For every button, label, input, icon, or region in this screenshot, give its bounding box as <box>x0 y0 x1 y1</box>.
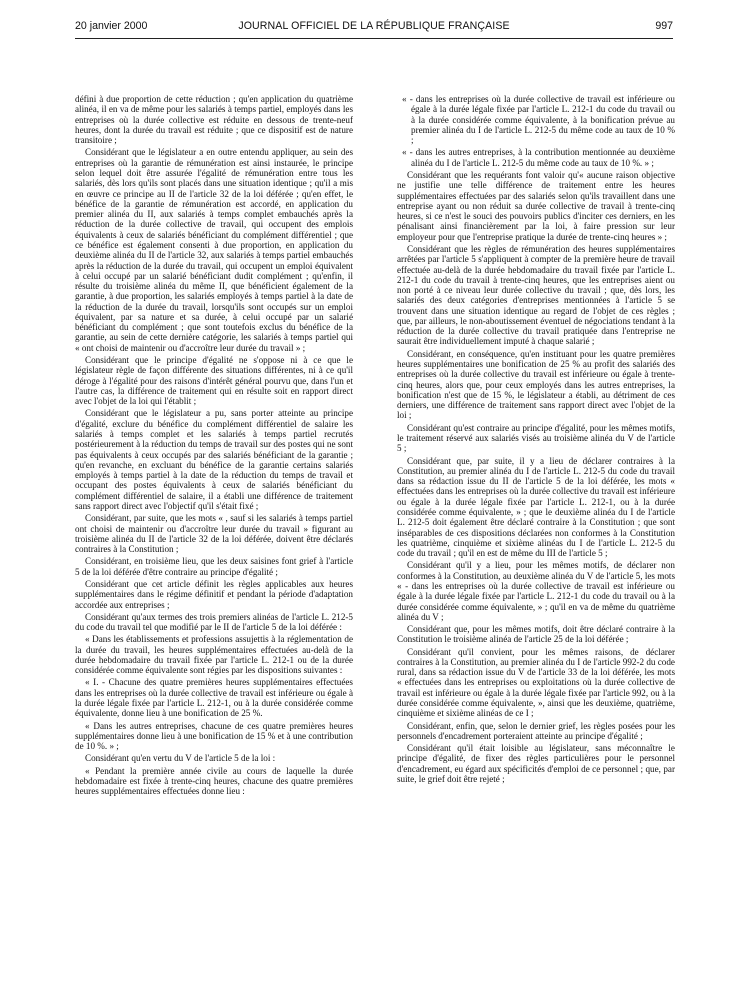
paragraph: Considérant qu'en vertu du V de l'article 5 de la loi : <box>85 753 276 764</box>
quoted-paragraph: « - dans les autres entreprises, à la contribution mentionnée au deuxième alinéa du I de l'article L. 212-5 du même code au taux de 10 %. » ; <box>402 147 675 168</box>
paragraph: Considérant, en troisième lieu, que les deux saisines font grief à l'article 5 de la loi déférée d'être contraire au principe d'égalité ; <box>75 556 353 577</box>
right-column <box>397 94 675 978</box>
left-column <box>75 94 353 978</box>
quoted-paragraph: « - dans les entreprises où la durée collective de travail est inférieure ou égale à la durée légale fixée par l'article L. 212-1 du code du travail ou à la durée considérée comme équivalente, à la bonification prévue au premier alinéa du I de l'article L. 212-5 du même code au taux de 10 % ; <box>402 94 675 146</box>
page-number: 997 <box>655 20 673 32</box>
paragraph: Considérant que, par suite, il y a lieu de déclarer contraires à la Constitution, au premier alinéa du I de l'article L. 212-5 du code du travail dans sa rédaction issue du II de l'article 5 de la loi déférée, les mots « effectuées dans les entreprises où la durée collective du travail est inférieure ou égale à la durée légale fixée par l'article L. 212-1, ou à la durée considérée comme équivalente, » ; que le deuxième alinéa du I de l'article L. 212-5 doit également être déclaré contraire à la Constitution ; que sont inséparables de ces dispositions déclarées non conformes à la Constitution les quatrième, cinquième et sixième alinéas du I de l'article L. 212-5 du code du travail ; qu'il en est de même du III de l'article 5 ; <box>397 455 675 559</box>
page-header <box>75 16 673 39</box>
paragraph: « Dans les établissements et professions assujettis à la réglementation de la durée du travail, les heures supplémentaires effectuées au-delà de la durée hebdomadaire du travail fixée par l'article L. 212-1 ou de la durée considérée comme équivalente sont régies par les dispositions suivantes : <box>75 634 353 676</box>
paragraph: Considérant que les règles de rémunération des heures supplémentaires arrêtées par l'article 5 s'appliquent à compter de la première heure de travail effectuée au-delà de la durée hebdomadaire du travail fixée par l'article L. 212-1 du code du travail à trente-cinq heures, que les entreprises aient ou non porté à ce niveau leur durée collective du travail ; que, dès lors, les salariés des deux catégories d'entreprises mentionnées à l'article 5 se trouvent dans une situation identique au regard de l'objet de ces règles ; que, par ailleurs, le non-aboutissement éventuel de négociations tendant à la réduction de la durée collective du travail pratiquée dans l'entreprise ne saurait être individuellement imputé à chaque salarié ; <box>397 243 675 347</box>
paragraph: Considérant que le principe d'égalité ne s'oppose ni à ce que le législateur règle de façon différente des situations différentes, ni à ce qu'il déroge à l'égalité pour des raisons d'intérêt général pourvu que, dans l'un et l'autre cas, la différence de traitement qui en résulte soit en rapport direct avec l'objet de la loi qui l'établit ; <box>75 355 353 407</box>
paragraph: Considérant que cet article définit les règles applicables aux heures supplémentaires dans le régime définitif et pendant la période d'adaptation accordée aux entreprises ; <box>75 578 353 610</box>
paragraph: Considérant que les requérants font valoir qu'« aucune raison objective ne justifie une telle différence de traitement entre les heures supplémentaires effectuées par des salariés selon qu'ils travaillent dans une entreprise ayant ou non réduit sa durée collective de travail à trente-cinq heures, si ce n'est le souci des pouvoirs publics d'inciter ces derniers, en les pénalisant ainsi financièrement par la loi, à faire pression sur leur employeur pour que l'entreprise pratique la durée de trente-cinq heures » ; <box>397 169 675 242</box>
paragraph: Considérant que le législateur a pu, sans porter atteinte au principe d'égalité, exclure du bénéfice du complément différentiel de salaire les salariés à temps complet et les salariés à temps partiel recrutés postérieurement à la réduction du temps de travail sur des postes qui ne sont pas équivalents à ceux occupés par des salariés bénéficiant de la garantie ; qu'en revanche, en excluant du bénéfice de la garantie certains salariés employés à temps partiel à la date de la réduction du temps de travail et occupant des postes équivalents à ceux de salariés bénéficiant du complément différentiel de salaire, il a établi une différence de traitement sans rapport direct avec l'objectif qu'il s'était fixé ; <box>75 408 353 511</box>
paragraph: Considérant, en conséquence, qu'en instituant pour les quatre premières heures supplémentaires une bonification de 25 % au profit des salariés des entreprises où la durée collective du travail est inférieure ou égale à trente-cinq heures, alors que, pour ceux employés dans les autres entreprises, la bonification n'est que de 15 %, le législateur a établi, au détriment de ces derniers, une différence de traitement sans rapport direct avec l'objet de la loi ; <box>397 348 675 421</box>
paragraph: Considérant que, pour les mêmes motifs, doit être déclaré contraire à la Constitution le troisième alinéa de l'article 25 de la loi déférée ; <box>397 624 675 645</box>
journal-title: JOURNAL OFFICIEL DE LA RÉPUBLIQUE FRANÇAISE <box>238 20 510 32</box>
paragraph: Considérant qu'il y a lieu, pour les mêmes motifs, de déclarer non conformes à la Constitution, au deuxième alinéa du V de l'article 5, les mots « - dans les entreprises où la durée collective de travail est inférieure ou égale à la durée légale fixée par l'article L. 212-1 du code du travail ou à la durée considérée comme équivalente, » ; qu'il en va de même du quatrième alinéa du V ; <box>397 560 675 622</box>
paragraph: Considérant qu'aux termes des trois premiers alinéas de l'article L. 212-5 du code du travail tel que modifié par le II de l'article 5 de la loi déférée : <box>75 611 353 633</box>
paragraph: Considérant, enfin, que, selon le dernier grief, les règles posées pour les personnels d'encadrement porteraient atteinte au principe d'égalité ; <box>397 720 675 741</box>
paragraph: « I. - Chacune des quatre premières heures supplémentaires effectuées dans les entreprises où la durée collective de travail est inférieure ou égale à la durée légale fixée par l'article L. 212-1, ou à la durée considérée comme équivalente, donne lieu à une bonification de 25 %. <box>75 677 353 719</box>
paragraph: Considérant qu'est contraire au principe d'égalité, pour les mêmes motifs, le traitement réservé aux salariés visés au troisième alinéa du V de l'article 5 ; <box>397 422 675 454</box>
paragraph: Considérant qu'il convient, pour les mêmes raisons, de déclarer contraires à la Constitution, au premier alinéa du I de l'article 992-2 du code rural, dans sa rédaction issue du V de l'article 33 de la loi déférée, les mots « effectuées dans les entreprises ou exploitations où la durée collective de travail est inférieure ou égale à la durée légale fixée par l'article 992, ou à la durée considérée comme équivalente, », ainsi que les deuxième, quatrième, cinquième et sixième alinéas de ce I ; <box>397 646 675 719</box>
header-date: 20 janvier 2000 <box>75 20 148 32</box>
paragraph: Considérant qu'il était loisible au législateur, sans méconnaître le principe d'égalité, de fixer des règles particulières pour le personnel d'encadrement, eu égard aux spécificités d'emploi de ce personnel ; que, par suite, le grief doit être rejeté ; <box>397 743 675 784</box>
paragraph: Considérant, par suite, que les mots « , sauf si les salariés à temps partiel ont choisi de maintenir ou d'accroître leur durée du travail » figurant au troisième alinéa du II de l'article 32 de la loi déférée, doivent être déclarés contraires à la Constitution ; <box>75 513 353 555</box>
paragraph: « Pendant la première année civile au cours de laquelle la durée hebdomadaire est fixée à trente-cinq heures, chacune des quatre premières heures supplémentaires effectuées donne lieu : <box>75 765 353 797</box>
paragraph: Considérant que le législateur a en outre entendu appliquer, au sein des entreprises où la garantie de rémunération est ainsi instaurée, le principe selon lequel doit être assurée l'égalité de rémunération entre tous les salariés, dès lors qu'ils sont placés dans une situation identique ; qu'il a mis en œuvre ce principe au II de l'article 32 de la loi déférée ; qu'en effet, le bénéfice de la garantie de rémunération est accordé, en application du premier alinéa du II, aux salariés à temps complet embauchés après la réduction de la durée collective de travail, qui occupent des emplois équivalents à ceux de salariés bénéficiant du complément différentiel ; que ce bénéfice est également consenti à due proportion, en application du deuxième alinéa du II de l'article 32, aux salariés à temps partiel embauchés après la réduction de la durée du travail, qui occupent un emploi équivalent à celui occupé par un salarié bénéficiant dudit complément ; qu'enfin, il résulte du troisième alinéa du même II, que bénéficient également de la garantie, à due proportion, les salariés employés à temps partiel à la date de la réduction de la durée du travail, lorsqu'ils sont occupés sur un emploi équivalent, par sa nature et sa durée, à celui occupé par un salarié bénéficiant du complément ; que sont toutefois exclus du bénéfice de la garantie, au sein de cette dernière catégorie, les salariés à temps partiel qui « ont choisi de maintenir ou d'accroître leur durée du travail » ; <box>75 147 353 353</box>
paragraph: « Dans les autres entreprises, chacune de ces quatre premières heures supplémentaires donne lieu à une bonification de 15 % et à une contribution de 10 %. » ; <box>75 720 353 752</box>
paragraph: défini à due proportion de cette réduction ; qu'en application du quatrième alinéa, il en va de même pour les salariés à temps partiel, employés dans les entreprises où la durée collective est réduite en dessous de trente-neuf heures, dont la durée du travail est réduite ; que ce dispositif est de nature transitoire ; <box>75 94 353 146</box>
